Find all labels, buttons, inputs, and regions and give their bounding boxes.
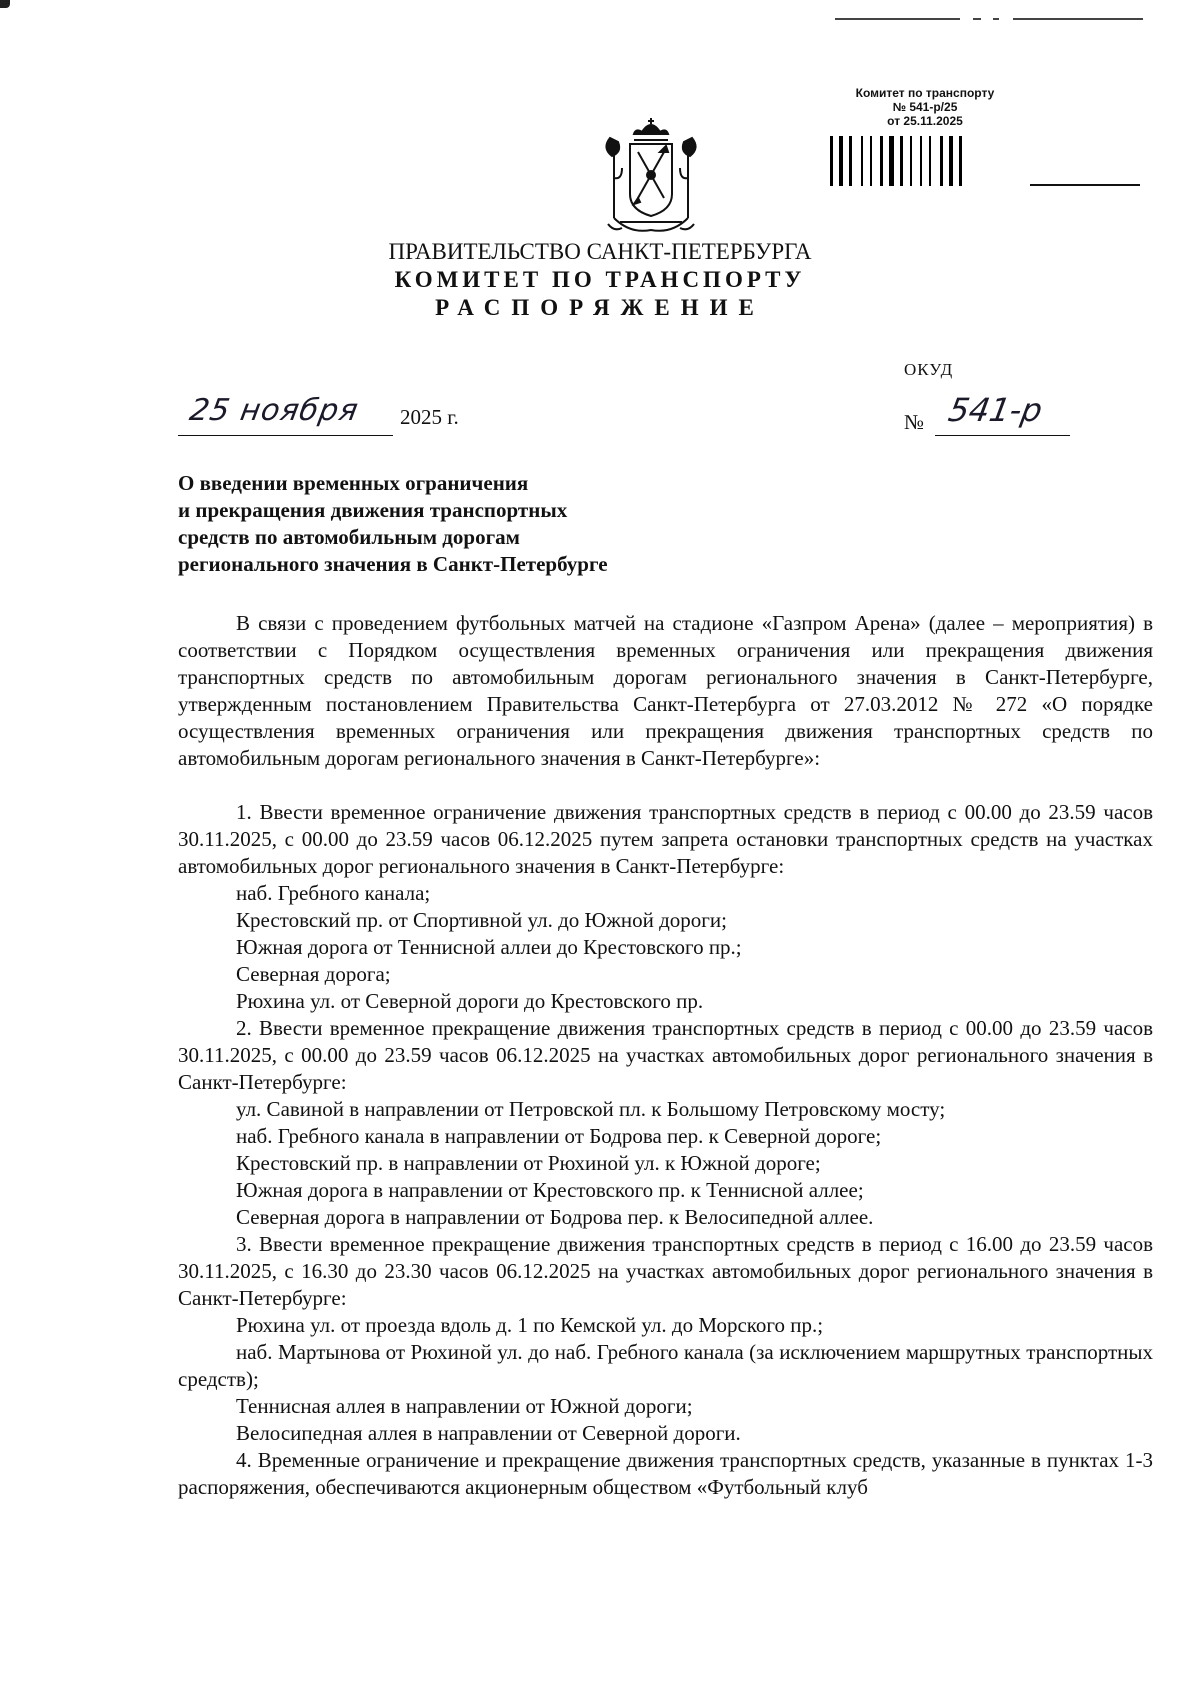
document-subject	[178, 470, 738, 578]
government-name: ПРАВИТЕЛЬСТВО САНКТ-ПЕТЕРБУРГА	[388, 239, 812, 264]
clause-1-item: Южная дорога от Теннисной аллеи до Крестовского пр.;	[236, 935, 742, 959]
barcode-bar	[849, 136, 852, 186]
barcode-bar	[910, 136, 912, 186]
barcode-bar	[940, 136, 943, 186]
document-body	[178, 610, 1153, 1501]
clause-1-item: Крестовский пр. от Спортивной ул. до Южной дороги;	[236, 908, 727, 932]
barcode-bar	[889, 136, 894, 186]
clause-1-item: Рюхина ул. от Северной дороги до Крестовского пр.	[236, 989, 704, 1013]
document-type: РАСПОРЯЖЕНИЕ	[435, 295, 765, 320]
handwritten-date: 25 ноября	[186, 393, 362, 428]
subject-line: и прекращения движения транспортных	[178, 498, 568, 522]
clause-2-item: ул. Савиной в направлении от Петровской пл. к Большому Петровскому мосту;	[236, 1097, 946, 1121]
date-field	[178, 395, 393, 436]
barcode-bar	[839, 136, 843, 186]
barcode-bar	[959, 136, 962, 186]
subject-line: средств по автомобильным дорогам	[178, 525, 520, 549]
handwritten-number: 541-р	[945, 391, 1046, 429]
date-year: 2025 г.	[400, 405, 459, 429]
barcode-bar	[929, 136, 931, 186]
number-label: №	[904, 410, 925, 434]
stamp-line-3: от 25.11.2025	[887, 114, 963, 128]
clause-2-item: Южная дорога в направлении от Крестовского пр. к Теннисной аллее;	[236, 1178, 864, 1202]
registration-stamp	[830, 86, 1140, 186]
barcode-bar	[920, 136, 922, 186]
scan-artifact	[0, 0, 10, 8]
clause-2-item: Северная дорога в направлении от Бодрова пер. к Велосипедной аллее.	[236, 1205, 874, 1229]
scan-header-lines	[835, 12, 1155, 22]
clause-1-item: наб. Гребного канала;	[236, 881, 431, 905]
barcode-bar	[949, 136, 953, 186]
clause-3-text: 3. Ввести временное прекращение движения транспортных средств в период с 16.00 до 23.59 часов 30.11.2025, с 16.30 до 23.30 часов 06.12.2025 на участках автомобильных дорог регионального значения в Санкт-Петербурге:	[178, 1232, 1153, 1310]
clause-4-text: 4. Временные ограничение и прекращение движения транспортных средств, указанные в пунктах 1-3 распоряжения, обеспечиваются акционерным обществом «Футбольный клуб	[178, 1448, 1153, 1499]
subject-line: О введении временных ограничения	[178, 471, 529, 495]
barcode	[830, 136, 1030, 186]
barcode-underline	[1030, 184, 1140, 186]
subject-line: регионального значения в Санкт-Петербурге	[178, 552, 608, 576]
clause-3-item: Рюхина ул. от проезда вдоль д. 1 по Кемской ул. до Морского пр.;	[236, 1313, 824, 1337]
barcode-bar	[880, 136, 883, 186]
barcode-bar	[900, 136, 903, 186]
barcode-bar	[861, 136, 863, 186]
committee-name: КОМИТЕТ ПО ТРАНСПОРТУ	[394, 267, 806, 292]
clause-2-item: наб. Гребного канала в направлении от Бодрова пер. к Северной дороге;	[236, 1124, 882, 1148]
document-header	[300, 238, 900, 322]
coat-of-arms-emblem	[600, 118, 702, 236]
clause-3-item: Велосипедная аллея в направлении от Северной дороги.	[236, 1421, 741, 1445]
barcode-bar	[870, 136, 872, 186]
preamble: В связи с проведением футбольных матчей на стадионе «Газпром Арена» (далее – мероприятия) в соответствии с Порядком осуществления временных ограничения или прекращения движения транспортных средств по автомобильным дорогам регионального значения в Санкт-Петербурге, утвержденным постановлением Правительства Санкт-Петербурга от 27.03.2012 № 272 «О порядке осуществления временных ограничения или прекращения движения транспортных средств по автомобильным дорогам регионального значения в Санкт-Петербурге»:	[178, 611, 1153, 770]
clause-2-text: 2. Ввести временное прекращение движения транспортных средств в период с 00.00 до 23.59 часов 30.11.2025, с 00.00 до 23.59 часов 06.12.2025 на участках автомобильных дорог регионального значения в Санкт-Петербурге:	[178, 1016, 1153, 1094]
number-field	[935, 391, 1070, 436]
clause-3-item: наб. Мартынова от Рюхиной ул. до наб. Гребного канала (за исключением маршрутных транспортных средств);	[178, 1340, 1153, 1391]
clause-1-item: Северная дорога;	[236, 962, 391, 986]
okud-label: ОКУД	[904, 360, 954, 379]
stamp-line-2: № 541-р/25	[892, 100, 958, 114]
clause-2-item: Крестовский пр. в направлении от Рюхиной ул. к Южной дороге;	[236, 1151, 821, 1175]
clause-3-item: Теннисная аллея в направлении от Южной дороги;	[236, 1394, 693, 1418]
clause-1-text: 1. Ввести временное ограничение движения транспортных средств в период с 00.00 до 23.59 часов 30.11.2025, с 00.00 до 23.59 часов 06.12.2025 путем запрета остановки транспортных средств на участках автомобильных дорог регионального значения в Санкт-Петербурге:	[178, 800, 1153, 878]
barcode-bar	[830, 136, 833, 186]
stamp-line-1: Комитет по транспорту	[855, 86, 995, 100]
